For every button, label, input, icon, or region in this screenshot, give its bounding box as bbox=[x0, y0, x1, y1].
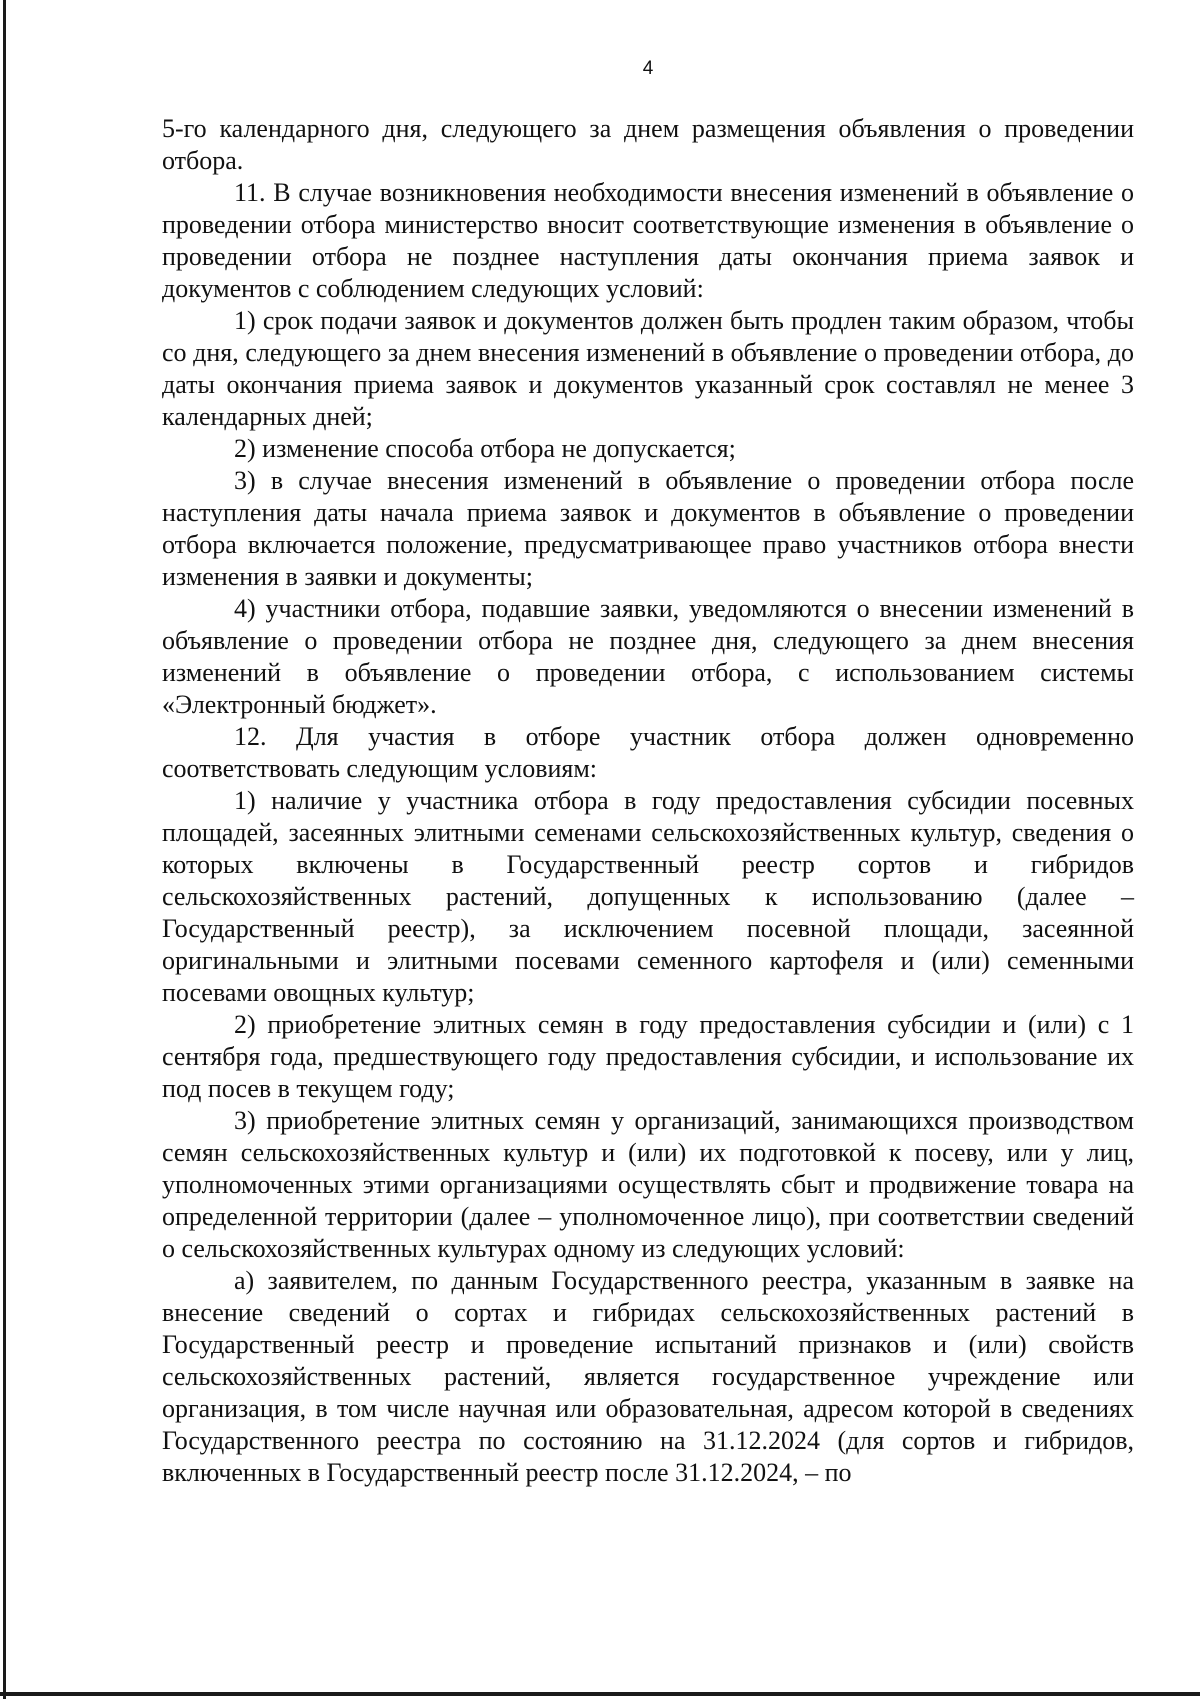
paragraph-item-11: 11. В случае возникновения необходимости внесения изменений в объявление о проведении отбора министерство вносит соответствующие изменения в объявление о проведении отбора не позднее наступления даты окончания приема заявок и документов с соблюдением следующих условий: bbox=[162, 178, 1134, 303]
paragraph-item-11-3: 3) в случае внесения изменений в объявление о проведении отбора после наступления даты начала приема заявок и документов в объявление о проведении отбора включается положение, предусматривающее право участников отбора внести изменения в заявки и документы; bbox=[162, 466, 1134, 591]
page-number: 4 bbox=[642, 58, 654, 79]
paragraph-item-11-2: 2) изменение способа отбора не допускается; bbox=[234, 434, 736, 463]
paragraph-item-12-1: 1) наличие у участника отбора в году предоставления субсидии посевных площадей, засеянных элитными семенами сельскохозяйственных культур, сведения о которых включены в Государственный реестр сортов и гибридов сельскохозяйственных растений, допущенных к использованию (далее – Государственный реестр), за исключением посевной площади, засеянной оригинальными и элитными посевами семенного картофеля и (или) семенными посевами овощных культур; bbox=[162, 786, 1134, 1007]
paragraph-item-12-3-a: а) заявителем, по данным Государственного реестра, указанным в заявке на внесение сведений о сортах и гибридах сельскохозяйственных растений в Государственный реестр и проведение испытаний признаков и (или) свойств сельскохозяйственных растений, является государственное учреждение или организация, в том числе научная или образовательная, адресом которой в сведениях Государственного реестра по состоянию на 31.12.2024 (для сортов и гибридов, включенных в Государственный реестр после 31.12.2024, – по bbox=[162, 1266, 1134, 1487]
paragraph-item-11-4: 4) участники отбора, подавшие заявки, уведомляются о внесении изменений в объявление о проведении отбора не позднее дня, следующего за днем внесения изменений в объявление о проведении отбора, с использованием системы «Электронный бюджет». bbox=[162, 594, 1134, 719]
document-body bbox=[162, 113, 1134, 1489]
scan-border-left bbox=[3, 0, 6, 1699]
paragraph-item-12: 12. Для участия в отборе участник отбора должен одновременно соответствовать следующим условиям: bbox=[162, 722, 1134, 783]
paragraph-item-12-2: 2) приобретение элитных семян в году предоставления субсидии и (или) с 1 сентября года, предшествующего году предоставления субсидии, и использование их под посев в текущем году; bbox=[162, 1010, 1134, 1103]
paragraph-continuation: 5-го календарного дня, следующего за днем размещения объявления о проведении отбора. bbox=[162, 114, 1134, 175]
paragraph-item-11-1: 1) срок подачи заявок и документов должен быть продлен таким образом, чтобы со дня, следующего за днем внесения изменений в объявление о проведении отбора, до даты окончания приема заявок и документов указанный срок составлял не менее 3 календарных дней; bbox=[162, 306, 1134, 431]
scan-border-bottom bbox=[0, 1692, 1200, 1696]
paragraph-item-12-3: 3) приобретение элитных семян у организаций, занимающихся производством семян сельскохозяйственных культур и (или) их подготовкой к посеву, или у лиц, уполномоченных этими организациями осуществлять сбыт и продвижение товара на определенной территории (далее – уполномоченное лицо), при соответствии сведений о сельскохозяйственных культурах одному из следующих условий: bbox=[162, 1106, 1134, 1263]
